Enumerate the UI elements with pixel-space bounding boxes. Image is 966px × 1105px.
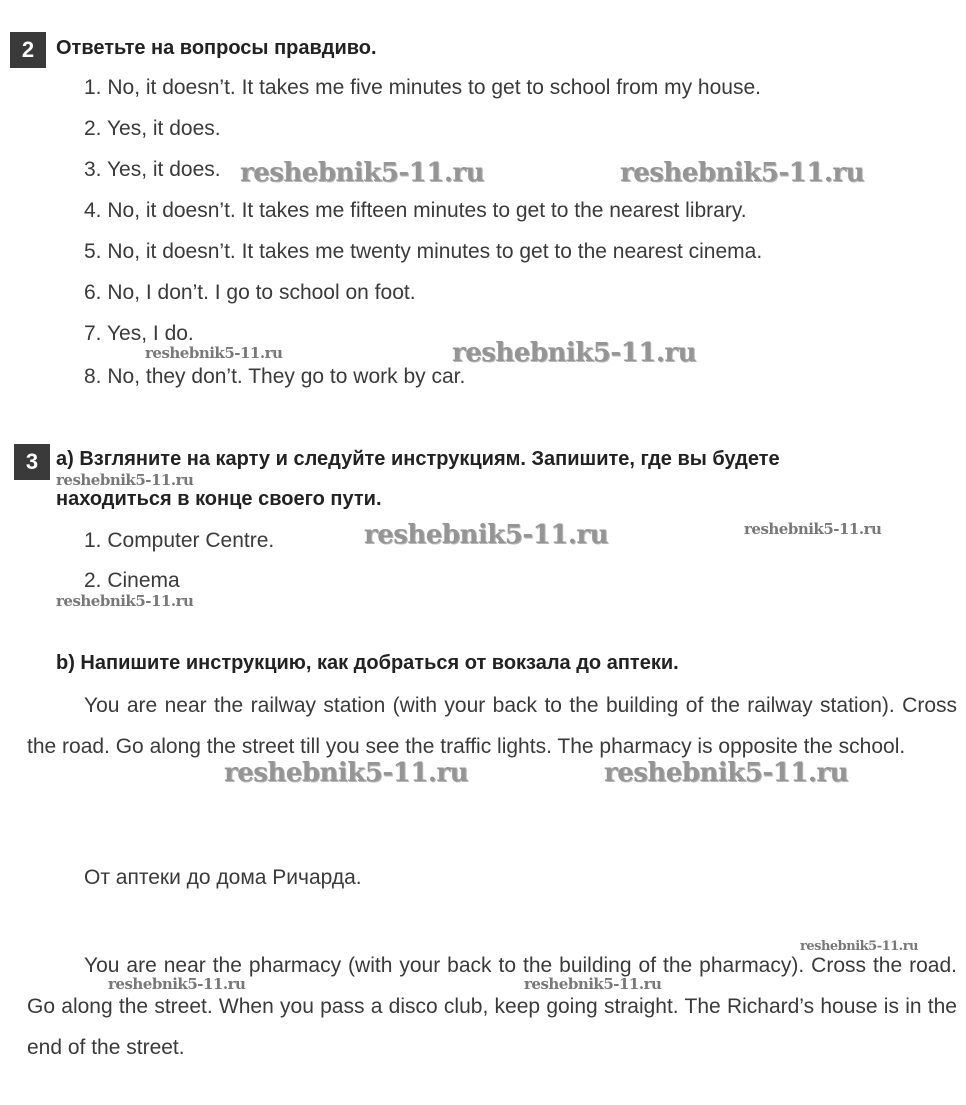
part-b-paragraph-1: You are near the railway station (with your back to the building of the railway station). Cross the road. Go along the street till you see the traffic lights. The pharmacy is opposite the school. <box>27 694 957 758</box>
exercise-title-line2: находиться в конце своего пути. <box>56 488 382 510</box>
answer-item: 1. No, it doesn’t. It takes me five minutes to get to school from my house. <box>84 76 761 99</box>
watermark: reshebnik5-11.ru <box>108 975 246 993</box>
exercise-title: Ответьте на вопросы правдиво. <box>56 37 377 59</box>
exercise-title-line1: a) Взгляните на карту и следуйте инструкциям. Запишите, где вы будете <box>56 448 780 470</box>
watermark: reshebnik5-11.ru <box>224 758 469 788</box>
watermark: reshebnik5-11.ru <box>744 520 882 538</box>
answer-item: 8. No, they don’t. They go to work by car. <box>84 365 466 388</box>
watermark: reshebnik5-11.ru <box>604 758 849 788</box>
answer-item: 6. No, I don’t. I go to school on foot. <box>84 281 416 304</box>
answer-item: 2. Yes, it does. <box>84 117 221 140</box>
answer-item: 4. No, it doesn’t. It takes me fifteen minutes to get to the nearest library. <box>84 199 747 222</box>
answer-item: 2. Cinema <box>84 569 180 592</box>
watermark: reshebnik5-11.ru <box>800 939 919 954</box>
part-b-title: b) Напишите инструкцию, как добраться от вокзала до аптеки. <box>56 652 679 674</box>
watermark: reshebnik5-11.ru <box>56 592 194 610</box>
watermark: reshebnik5-11.ru <box>452 338 697 368</box>
exercise-number-badge: 2 <box>10 32 46 68</box>
part-b-subtitle: От аптеки до дома Ричарда. <box>84 866 362 889</box>
watermark: reshebnik5-11.ru <box>364 520 609 550</box>
answer-item: 3. Yes, it does. <box>84 158 221 181</box>
part-b-paragraph-2: You are near the pharmacy (with your back to the building of the pharmacy). Cross the road. Go along the street. When you pass a disco club, keep going straight. The Richard’s house is in the end of the street. <box>27 954 957 1059</box>
watermark: reshebnik5-11.ru <box>56 471 194 489</box>
watermark: reshebnik5-11.ru <box>240 158 485 188</box>
watermark: reshebnik5-11.ru <box>524 975 662 993</box>
watermark: reshebnik5-11.ru <box>145 344 283 362</box>
answer-item: 5. No, it doesn’t. It takes me twenty minutes to get to the nearest cinema. <box>84 240 763 263</box>
watermark: reshebnik5-11.ru <box>620 158 865 188</box>
exercise-number-badge: 3 <box>14 444 50 480</box>
answer-item: 1. Computer Centre. <box>84 529 275 552</box>
answer-item: 7. Yes, I do. <box>84 322 194 345</box>
